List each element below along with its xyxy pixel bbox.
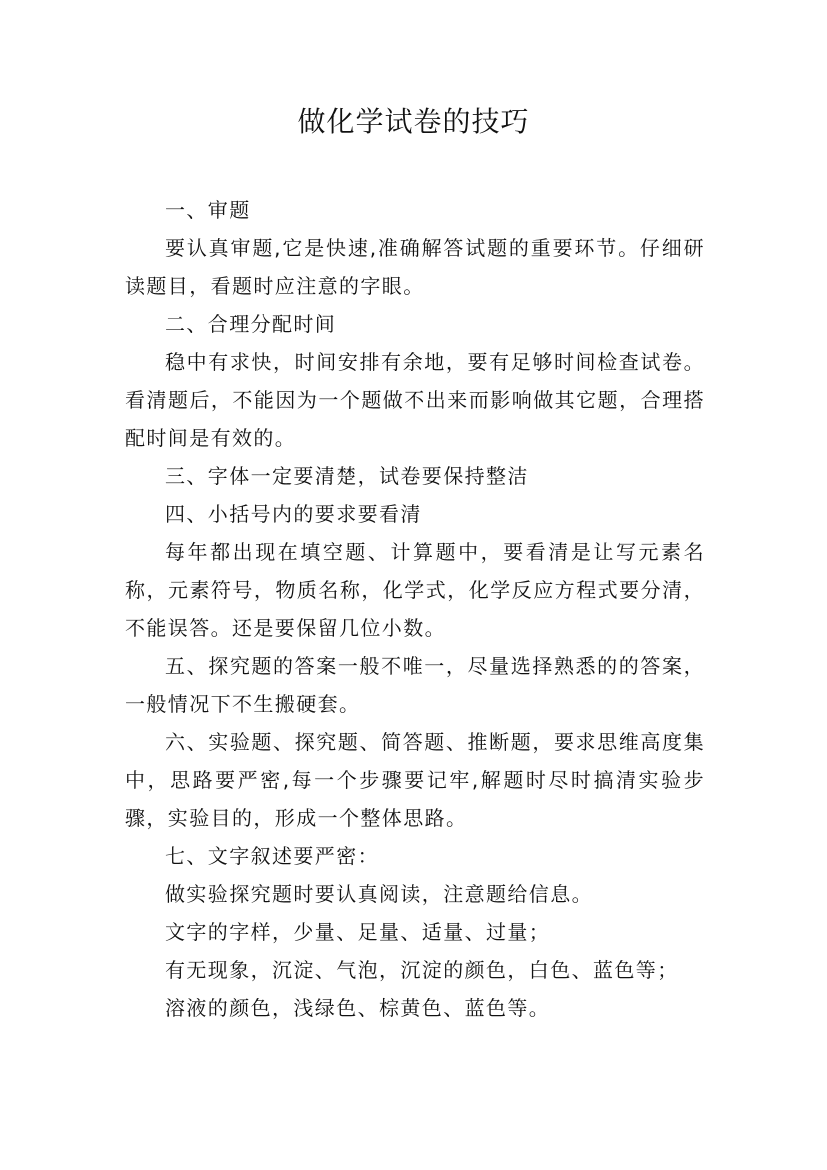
section-heading-7: 七、文字叙述要严密： xyxy=(165,844,379,868)
section-heading-6: 六、实验题、探究题、简答题、推断题，要求思维高度集中，思路要严密,每一个步骤要记牢,解题时尽时搞清实验步骤，实验目的，形成一个整体思路。 xyxy=(125,730,705,830)
section-heading-2: 二、合理分配时间 xyxy=(165,312,337,336)
section-heading-5: 五、探究题的答案一般不唯一，尽量选择熟悉的的答案，一般情况下不生搬硬套。 xyxy=(125,654,705,716)
paragraph: 稳中有求快，时间安排有余地，要有足够时间检查试卷。看清题后，不能因为一个题做不出来而影响做其它题，合理搭配时间是有效的。 xyxy=(125,350,705,450)
paragraph: 有无现象，沉淀、气泡，沉淀的颜色，白色、蓝色等； xyxy=(165,958,679,982)
paragraph: 文字的字样，少量、足量、适量、过量； xyxy=(165,920,551,944)
paragraph: 溶液的颜色，浅绿色、棕黄色、蓝色等。 xyxy=(165,996,551,1020)
document-body xyxy=(125,191,705,1027)
section-heading-3: 三、字体一定要清楚，试卷要保持整洁 xyxy=(165,464,529,488)
section-heading-1: 一、审题 xyxy=(165,198,251,222)
paragraph: 要认真审题,它是快速,准确解答试题的重要环节。仔细研读题目，看题时应注意的字眼。 xyxy=(125,236,705,298)
section-heading-4: 四、小括号内的要求要看清 xyxy=(165,502,422,526)
paragraph: 每年都出现在填空题、计算题中，要看清是让写元素名称，元素符号，物质名称，化学式，化学反应方程式要分清，不能误答。还是要保留几位小数。 xyxy=(125,540,705,640)
document-title: 做化学试卷的技巧 xyxy=(297,105,530,138)
paragraph: 做实验探究题时要认真阅读，注意题给信息。 xyxy=(165,882,593,906)
